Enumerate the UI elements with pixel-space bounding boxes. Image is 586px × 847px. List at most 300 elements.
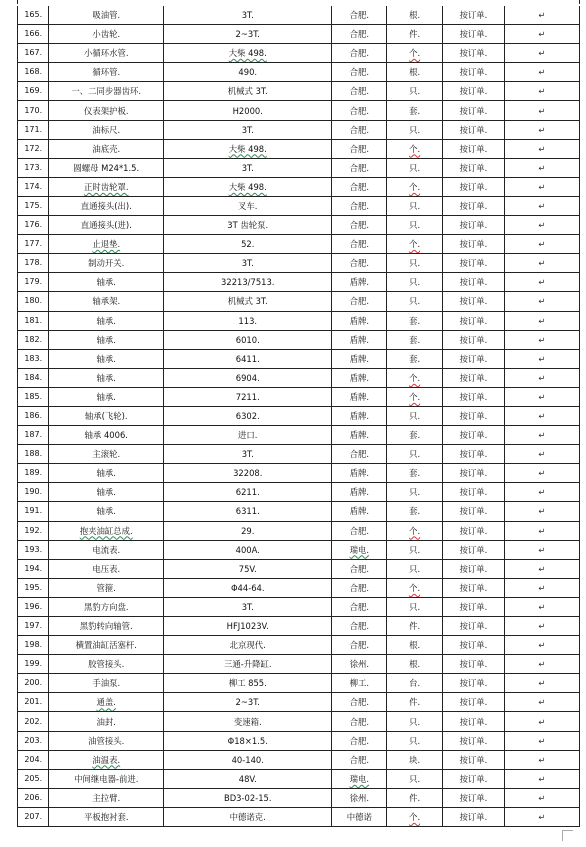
cell-part-name [49, 559, 164, 578]
supply-note-text: 按订单. [459, 601, 488, 612]
cell-part-name [49, 712, 164, 731]
paragraph-mark-text: ↵ [538, 525, 546, 536]
paragraph-mark-text: ↵ [538, 200, 546, 211]
cell-paragraph-mark [504, 235, 579, 254]
supply-note-text: 按订单. [459, 754, 488, 765]
row-number-text: 165. [24, 10, 43, 20]
part-spec-text: 32208. [233, 468, 263, 479]
cell-origin [332, 6, 387, 25]
origin-text: 盾牌. [349, 391, 370, 402]
cell-unit [387, 540, 443, 559]
part-name-text: 油温表. [92, 754, 121, 765]
cell-unit [387, 311, 443, 330]
cell-supply-note [443, 216, 505, 235]
cell-part-name [49, 731, 164, 750]
cell-unit [387, 292, 443, 311]
cell-supply-note [443, 769, 505, 788]
origin-text: 徐州. [349, 792, 370, 803]
row-number-text: 170. [24, 105, 43, 115]
origin-text: 合肥. [349, 296, 370, 307]
paragraph-mark-text: ↵ [538, 296, 546, 307]
cell-origin [332, 655, 387, 674]
part-name-text: 止退垫. [92, 239, 121, 250]
cell-part-spec [164, 44, 332, 63]
cell-paragraph-mark [504, 139, 579, 158]
part-spec-text: 柳工 855. [228, 678, 267, 689]
row-number-text: 201. [24, 697, 43, 707]
origin-text: 中德诺 [346, 811, 372, 822]
cell-supply-note [443, 445, 505, 464]
part-spec-text: 大柴 498. [228, 181, 267, 192]
row-number-text: 179. [24, 277, 43, 287]
supply-note-text: 按订单. [459, 67, 488, 78]
cell-part-spec [164, 445, 332, 464]
row-number-text: 171. [24, 124, 43, 134]
cell-part-name [49, 655, 164, 674]
supply-note-text: 按订单. [459, 697, 488, 708]
cell-paragraph-mark [504, 750, 579, 769]
supply-note-text: 按订单. [459, 773, 488, 784]
table-row [18, 101, 580, 120]
cell-unit [387, 82, 443, 101]
unit-text: 套. [409, 468, 421, 479]
row-number-text: 193. [24, 544, 43, 554]
row-number-text: 186. [24, 411, 43, 421]
supply-note-text: 按订单. [459, 162, 488, 173]
cell-part-name [49, 235, 164, 254]
cell-unit [387, 655, 443, 674]
table-row [18, 44, 580, 63]
part-spec-text: 7211. [235, 391, 260, 402]
cell-origin [332, 101, 387, 120]
row-number-text: 172. [24, 143, 43, 153]
paragraph-mark-text: ↵ [538, 563, 546, 574]
table-row [18, 387, 580, 406]
origin-text: 合肥. [349, 86, 370, 97]
unit-text: 只. [409, 544, 421, 555]
row-number-text: 182. [24, 334, 43, 344]
cell-row-number [18, 311, 49, 330]
cell-supply-note [443, 196, 505, 215]
supply-note-text: 按订单. [459, 621, 488, 632]
unit-text: 只. [409, 277, 421, 288]
cell-paragraph-mark [504, 483, 579, 502]
part-spec-text: 大柴 498. [228, 143, 267, 154]
cell-origin [332, 254, 387, 273]
cell-origin [332, 693, 387, 712]
part-spec-text: 113. [238, 315, 258, 326]
cell-supply-note [443, 693, 505, 712]
cell-part-spec [164, 292, 332, 311]
cell-part-name [49, 693, 164, 712]
part-spec-text: 北京现代. [229, 640, 266, 651]
cell-paragraph-mark [504, 6, 579, 25]
paragraph-mark-text: ↵ [538, 258, 546, 269]
supply-note-text: 按订单. [459, 353, 488, 364]
unit-text: 件. [409, 697, 421, 708]
cell-part-name [49, 368, 164, 387]
paragraph-mark-text: ↵ [538, 430, 546, 441]
cell-part-spec [164, 483, 332, 502]
cell-part-spec [164, 196, 332, 215]
row-number-text: 199. [24, 659, 43, 669]
cell-unit [387, 693, 443, 712]
supply-note-text: 按订单. [459, 239, 488, 250]
cell-unit [387, 6, 443, 25]
row-number-text: 188. [24, 449, 43, 459]
supply-note-text: 按订单. [459, 10, 488, 21]
cell-paragraph-mark [504, 120, 579, 139]
part-name-text: 胶管接头. [88, 659, 125, 670]
origin-text: 合肥. [349, 67, 370, 78]
cell-unit [387, 769, 443, 788]
supply-note-text: 按订单. [459, 449, 488, 460]
cell-supply-note [443, 177, 505, 196]
cell-part-name [49, 445, 164, 464]
origin-text: 合肥. [349, 239, 370, 250]
table-row [18, 139, 580, 158]
table-row [18, 445, 580, 464]
cell-row-number [18, 196, 49, 215]
cell-unit [387, 788, 443, 807]
origin-text: 合肥. [349, 10, 370, 21]
table-row [18, 750, 580, 769]
cell-row-number [18, 120, 49, 139]
row-number-text: 205. [24, 773, 43, 783]
cell-unit [387, 731, 443, 750]
part-spec-text: 大柴 498. [228, 48, 267, 59]
origin-text: 合肥. [349, 621, 370, 632]
cell-supply-note [443, 311, 505, 330]
origin-text: 合肥. [349, 48, 370, 59]
origin-text: 合肥. [349, 200, 370, 211]
cell-row-number [18, 158, 49, 177]
origin-text: 合肥. [349, 449, 370, 460]
unit-text: 只. [409, 716, 421, 727]
supply-note-text: 按订单. [459, 124, 488, 135]
table-row [18, 406, 580, 425]
unit-text: 套. [409, 334, 421, 345]
cell-row-number [18, 693, 49, 712]
cell-part-spec [164, 674, 332, 693]
cell-unit [387, 521, 443, 540]
unit-text: 件. [409, 621, 421, 632]
table-row [18, 636, 580, 655]
origin-text: 合肥. [349, 735, 370, 746]
supply-note-text: 按订单. [459, 277, 488, 288]
row-number-text: 198. [24, 640, 43, 650]
paragraph-mark-text: ↵ [538, 181, 546, 192]
part-spec-text: 进口. [238, 430, 258, 441]
cell-part-spec [164, 6, 332, 25]
row-number-text: 204. [24, 754, 43, 764]
origin-text: 合肥. [349, 697, 370, 708]
cell-row-number [18, 521, 49, 540]
table-row [18, 25, 580, 44]
cell-part-name [49, 292, 164, 311]
cell-part-name [49, 464, 164, 483]
cell-unit [387, 254, 443, 273]
cell-unit [387, 120, 443, 139]
cell-unit [387, 330, 443, 349]
unit-text: 个. [409, 582, 421, 593]
part-name-text: 循环管. [92, 67, 121, 78]
cell-part-spec [164, 330, 332, 349]
cell-supply-note [443, 578, 505, 597]
paragraph-mark-text: ↵ [538, 678, 546, 689]
cell-origin [332, 139, 387, 158]
paragraph-mark-text: ↵ [538, 487, 546, 498]
cell-unit [387, 368, 443, 387]
supply-note-text: 按订单. [459, 86, 488, 97]
table-row [18, 292, 580, 311]
cell-part-name [49, 177, 164, 196]
row-number-text: 174. [24, 181, 43, 191]
part-name-text: 通盖. [96, 697, 116, 708]
cell-row-number [18, 807, 49, 826]
cell-row-number [18, 788, 49, 807]
part-spec-text: 中德诺克. [229, 811, 266, 822]
supply-note-text: 按订单. [459, 200, 488, 211]
cell-supply-note [443, 464, 505, 483]
cell-part-spec [164, 636, 332, 655]
unit-text: 套. [409, 430, 421, 441]
origin-text: 盾牌. [349, 411, 370, 422]
table-row [18, 712, 580, 731]
table-row [18, 120, 580, 139]
origin-text: 盾牌. [349, 430, 370, 441]
supply-note-text: 按订单. [459, 372, 488, 383]
part-spec-text: 75V. [238, 563, 257, 574]
cell-paragraph-mark [504, 406, 579, 425]
row-number-text: 203. [24, 735, 43, 745]
supply-note-text: 按订单. [459, 315, 488, 326]
part-spec-text: HFJ1023V. [226, 621, 269, 632]
cell-paragraph-mark [504, 426, 579, 445]
paragraph-mark-text: ↵ [538, 716, 546, 727]
cell-row-number [18, 578, 49, 597]
part-spec-text: 3T 齿轮泵. [227, 220, 269, 231]
table-row [18, 158, 580, 177]
paragraph-mark-text: ↵ [538, 10, 546, 21]
part-name-text: 小循环水管. [83, 48, 129, 59]
paragraph-mark-text: ↵ [538, 811, 546, 822]
cell-part-spec [164, 750, 332, 769]
part-spec-text: 3T. [241, 124, 254, 135]
part-name-text: 轴承. [96, 487, 116, 498]
paragraph-mark-text: ↵ [538, 334, 546, 345]
paragraph-mark-text: ↵ [538, 391, 546, 402]
cell-part-spec [164, 139, 332, 158]
cell-supply-note [443, 25, 505, 44]
cell-supply-note [443, 807, 505, 826]
cell-part-name [49, 540, 164, 559]
paragraph-mark-text: ↵ [538, 621, 546, 632]
paragraph-mark-text: ↵ [538, 220, 546, 231]
unit-text: 根. [409, 67, 421, 78]
cell-origin [332, 158, 387, 177]
cell-part-name [49, 349, 164, 368]
part-spec-text: 叉车. [238, 200, 258, 211]
cell-part-spec [164, 177, 332, 196]
cell-supply-note [443, 426, 505, 445]
cell-row-number [18, 63, 49, 82]
cell-part-name [49, 636, 164, 655]
supply-note-text: 按订单. [459, 563, 488, 574]
cell-supply-note [443, 254, 505, 273]
origin-text: 盾牌. [349, 487, 370, 498]
cell-unit [387, 406, 443, 425]
part-spec-text: H2000. [232, 105, 263, 116]
cell-part-name [49, 330, 164, 349]
paragraph-mark-text: ↵ [538, 601, 546, 612]
paragraph-mark-text: ↵ [538, 659, 546, 670]
cell-row-number [18, 464, 49, 483]
cell-part-name [49, 578, 164, 597]
table-row [18, 788, 580, 807]
part-name-text: 轴承. [96, 334, 116, 345]
supply-note-text: 按订单. [459, 181, 488, 192]
cell-origin [332, 674, 387, 693]
part-spec-text: 2~3T. [235, 29, 260, 40]
unit-text: 件. [409, 29, 421, 40]
cell-paragraph-mark [504, 502, 579, 521]
part-name-text: 电流表. [92, 544, 121, 555]
supply-note-text: 按订单. [459, 143, 488, 154]
cell-supply-note [443, 731, 505, 750]
part-spec-text: 48V. [238, 773, 257, 784]
cell-row-number [18, 235, 49, 254]
cell-paragraph-mark [504, 292, 579, 311]
row-number-text: 196. [24, 601, 43, 611]
origin-text: 合肥. [349, 582, 370, 593]
cell-unit [387, 445, 443, 464]
supply-note-text: 按订单. [459, 659, 488, 670]
table-row [18, 693, 580, 712]
cell-part-name [49, 750, 164, 769]
row-number-text: 178. [24, 258, 43, 268]
cell-part-spec [164, 693, 332, 712]
cell-unit [387, 63, 443, 82]
cell-unit [387, 25, 443, 44]
part-name-text: 黑豹转向轴管. [79, 621, 133, 632]
paragraph-mark-text: ↵ [538, 449, 546, 460]
supply-note-text: 按订单. [459, 334, 488, 345]
part-spec-text: 32213/7513. [221, 277, 275, 288]
part-spec-text: BD3-02-15. [223, 792, 272, 803]
cell-origin [332, 330, 387, 349]
part-name-text: 轴承. [96, 506, 116, 517]
row-number-text: 192. [24, 525, 43, 535]
cell-origin [332, 540, 387, 559]
supply-note-text: 按订单. [459, 220, 488, 231]
part-spec-text: 2~3T. [235, 697, 260, 708]
cell-origin [332, 617, 387, 636]
cell-paragraph-mark [504, 521, 579, 540]
cell-paragraph-mark [504, 158, 579, 177]
cell-unit [387, 597, 443, 616]
cell-paragraph-mark [504, 559, 579, 578]
cell-row-number [18, 349, 49, 368]
cell-row-number [18, 636, 49, 655]
table-row [18, 559, 580, 578]
cell-paragraph-mark [504, 636, 579, 655]
table-row [18, 6, 580, 25]
row-number-text: 189. [24, 468, 43, 478]
row-number-text: 200. [24, 678, 43, 688]
cell-paragraph-mark [504, 82, 579, 101]
row-number-text: 167. [24, 48, 43, 58]
cell-supply-note [443, 712, 505, 731]
cell-supply-note [443, 158, 505, 177]
cell-part-name [49, 769, 164, 788]
cell-part-name [49, 426, 164, 445]
cell-origin [332, 196, 387, 215]
unit-text: 个. [409, 391, 421, 402]
cell-origin [332, 597, 387, 616]
unit-text: 只. [409, 773, 421, 784]
paragraph-mark-text: ↵ [538, 277, 546, 288]
origin-text: 合肥. [349, 563, 370, 574]
cell-origin [332, 292, 387, 311]
cell-paragraph-mark [504, 254, 579, 273]
cell-part-name [49, 101, 164, 120]
table-row [18, 426, 580, 445]
supply-note-text: 按订单. [459, 258, 488, 269]
origin-text: 瑞电. [349, 773, 370, 784]
unit-text: 只. [409, 200, 421, 211]
row-number-text: 169. [24, 86, 43, 96]
paragraph-mark-text: ↵ [538, 124, 546, 135]
cell-unit [387, 44, 443, 63]
origin-text: 合肥. [349, 181, 370, 192]
part-spec-text: 变速箱. [233, 716, 262, 727]
unit-text: 套. [409, 506, 421, 517]
table-row [18, 674, 580, 693]
cell-part-spec [164, 120, 332, 139]
row-number-text: 194. [24, 563, 43, 573]
cell-row-number [18, 139, 49, 158]
table-row [18, 731, 580, 750]
supply-note-text: 按订单. [459, 430, 488, 441]
cell-supply-note [443, 483, 505, 502]
origin-text: 合肥. [349, 220, 370, 231]
cell-origin [332, 788, 387, 807]
cell-part-spec [164, 273, 332, 292]
supply-note-text: 按订单. [459, 29, 488, 40]
unit-text: 个. [409, 372, 421, 383]
cell-supply-note [443, 273, 505, 292]
page-corner-mark [562, 830, 573, 841]
supply-note-text: 按订单. [459, 411, 488, 422]
cell-part-spec [164, 540, 332, 559]
cell-paragraph-mark [504, 330, 579, 349]
table-row [18, 82, 580, 101]
part-name-text: 制动开关. [88, 258, 125, 269]
row-number-text: 190. [24, 487, 43, 497]
cell-supply-note [443, 44, 505, 63]
table-row [18, 617, 580, 636]
cell-row-number [18, 655, 49, 674]
supply-note-text: 按订单. [459, 735, 488, 746]
cell-unit [387, 807, 443, 826]
unit-text: 根. [409, 10, 421, 21]
cell-unit [387, 636, 443, 655]
paragraph-mark-text: ↵ [538, 506, 546, 517]
cell-unit [387, 483, 443, 502]
supply-note-text: 按订单. [459, 678, 488, 689]
part-spec-text: 6302. [235, 411, 260, 422]
